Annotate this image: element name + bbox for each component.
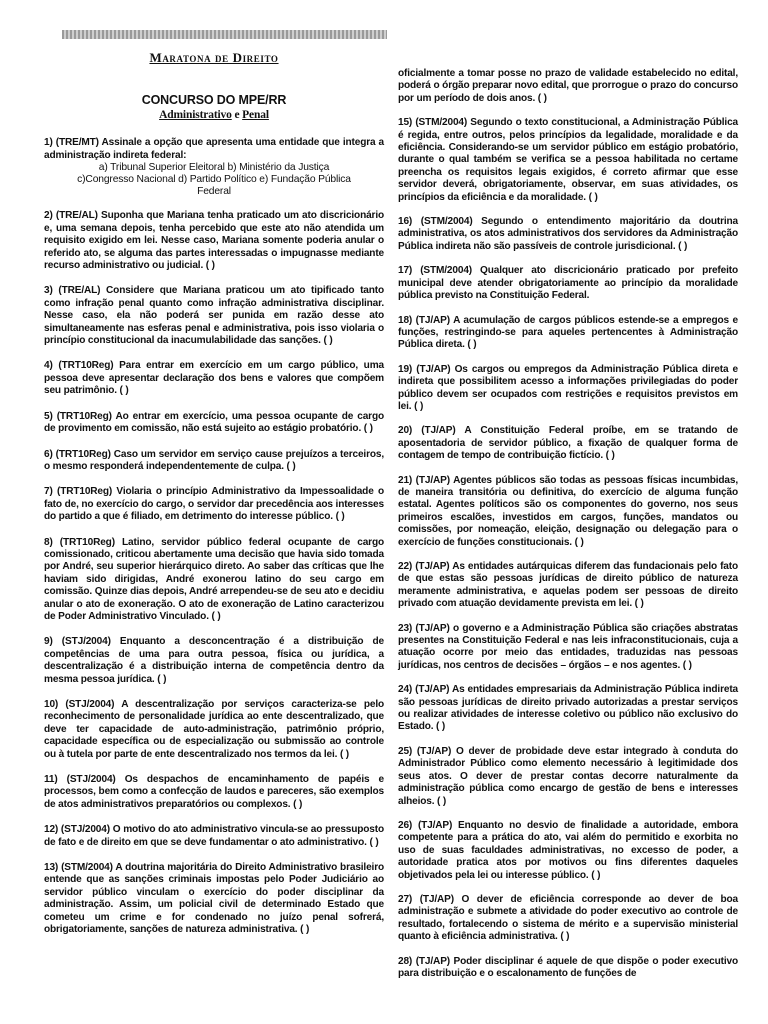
subject-penal: Penal [242,108,269,121]
question-text: 1) (TRE/MT) Assinale a opção que apresenta uma entidade que integra a administração indireta federal: [44,137,384,161]
right-column [398,68,738,992]
question-19: 19) (TJ/AP) Os cargos ou empregos da Administração Pública direta e indireta que possibilitem acesso a informações privilegiadas do poder público devem ser ocupados com restrições e requisitos previstos em lei. ( ) [398,363,738,412]
question-27: 27) (TJ/AP) O dever de eficiência corresponde ao dever de boa administração e submete a atividade do poder executivo ao controle de resultado, fortalecendo o sistema de mérito e a supervisão ministerial quanto à eficiência administrativa. ( ) [398,893,738,943]
exam-title: CONCURSO DO MPE/RR [141,93,287,108]
question-5: 5) (TRT10Reg) Ao entrar em exercício, uma pessoa ocupante de cargo de provimento em comissão, não está sujeito ao estágio probatório. ( ) [44,410,384,435]
answer-options [44,162,384,197]
option-line: Federal [197,185,231,197]
subject-administrativo: Administrativo [159,108,232,121]
question-22: 22) (TJ/AP) As entidades autárquicas diferem das fundacionais pelo fato de que estas são pessoas jurídicas de direito público de natureza meramente administrativa, e aquelas podem ser pessoas de direito privado com atuação devidamente prevista em lei. ( ) [398,561,738,610]
question-3: 3) (TRE/AL) Considere que Mariana praticou um ato tipificado tanto como infração penal quanto como infração administrativa disciplinar. Nesse caso, ela não poderá ser punida em razão desse ato simultaneamente nas esferas penal e administrativa, pois isso violaria o princípio constitucional da inacumulabilidade das sanções. ( ) [44,285,384,347]
question-20: 20) (TJ/AP) A Constituição Federal proíbe, em se tratando de aposentadoria de servidor público, a fixação de qualquer forma de contagem de tempo de contribuição fictício. ( ) [398,425,738,462]
question-1 [44,137,384,197]
question-26: 26) (TJ/AP) Enquanto no desvio de finalidade a autoridade, embora competente para a prática do ato, vai além do permitido e exorbita no uso de suas faculdades administrativas, no excesso de poder, a autoridade pratica atos por motivos ou fins diferentes daqueles objetivados pela lei ou interesse público. ( ) [398,819,738,881]
question-16: 16) (STM/2004) Segundo o entendimento majoritário da doutrina administrativa, os atos administrativos dos servidores da Administração Pública indireta não são passíveis de controle jurisdicional. ( ) [398,216,738,252]
question-23: 23) (TJ/AP) o governo e a Administração Pública são criações abstratas presentes na Constituição Federal e nas leis infraconstitucionais, cuja a atuação ocorre por meio das entidades, traduzidas nas pessoas jurídicas, nos centros de decisões – órgãos – e nos agentes. ( ) [398,622,738,671]
document-title: Maratona de Direito [149,50,279,65]
question-21: 21) (TJ/AP) Agentes públicos são todas as pessoas físicas incumbidas, de maneira transitória ou definitiva, do exercício de alguma função estatal. Agentes políticos são os componentes do governo, nos seus primeiros escalões, investidos em cargos, funções, mandatos ou comissões, por nomeação, eleição, designação ou delegação para o exercício de funções constitucionais. ( ) [398,474,738,548]
subject-separator: e [231,108,243,121]
question-12: 12) (STJ/2004) O motivo do ato administrativo vincula-se ao pressuposto de fato e de direito em que se deve fundamentar o ato administrativo. ( ) [44,824,384,848]
question-2: 2) (TRE/AL) Suponha que Mariana tenha praticado um ato discricionário e, uma semana depois, tenha percebido que este ato não atendida um requisito exigido em lei. Nesse caso, Mariana somente poderia anular o referido ato, se alguma das partes interessadas o impugnasse mediante recurso administrativo ou judicial. ( ) [44,210,384,272]
question-8: 8) (TRT10Reg) Latino, servidor público federal ocupante de cargo comissionado, criticou abertamente uma decisão que havia sido tomada por André, seu superior hierárquico direto. Ao saber das críticas que lhe haviam sido dirigidas, André exonerou latino do seu cargo em comissão. Quinze dias depois, André arrependeu-se de seu ato e decidiu anular o ato de exoneração. O ato de exoneração de Latino caracterizou de Poder Administrativo Vinculado. ( ) [44,536,384,622]
question-14-continued: oficialmente a tomar posse no prazo de validade estabelecido no edital, poderá o órgão preparar novo edital, que prorrogue o prazo do concurso por um período de dois anos. ( ) [398,68,738,104]
question-6: 6) (TRT10Reg) Caso um servidor em serviço cause prejuízos a terceiros, o mesmo responderá independentemente de culpa. ( ) [44,448,384,472]
question-28-partial: 28) (TJ/AP) Poder disciplinar é aquele de que dispõe o poder executivo para distribuição e o escalonamento de funções de [398,955,738,979]
question-9: 9) (STJ/2004) Enquanto a desconcentração é a distribuição de competências de uma para outra pessoa, física ou jurídica, a descentralização é a distribuição interna de competência dentro da mesma pessoa jurídica. ( ) [44,636,384,685]
question-24: 24) (TJ/AP) As entidades empresariais da Administração Pública indireta são pessoas jurídicas de direito privado autorizadas a prestar serviços ou realizar atividades de interesse coletivo ou público não exclusivo do Estado. ( ) [398,684,738,733]
question-25: 25) (TJ/AP) O dever de probidade deve estar integrado à conduta do Administrador Público como elemento necessário à legitimidade dos seus atos. O dever de prestar contas decorre naturalmente da administração pública como encargo de gestão de bens e interesses alheios. ( ) [398,745,738,807]
question-13: 13) (STM/2004) A doutrina majoritária do Direito Administrativo brasileiro entende que as sanções criminais impostas pelo Poder Judiciário ao servidor público vinculam o exercício do poder disciplinar da administração. Assim, um policial civil de determinado Estado que cometeu um crime e for condenado no juízo penal sofrerá, obrigatoriamente, sanções de natureza administrativa. ( ) [44,862,384,936]
question-17: 17) (STM/2004) Qualquer ato discricionário praticado por prefeito municipal deve atender obrigatoriamente ao princípio da moralidade pública previsto na Constituição Federal. [398,265,738,302]
question-15: 15) (STM/2004) Segundo o texto constitucional, a Administração Pública é regida, entre outros, pelos princípios da legalidade, moralidade e da eficiência. Considerando-se um servidor público em estágio probatório, durante o qual também se verifica se a pessoa habilitada no certame preencha os requisitos legais exigidos, é correto afirmar que esse servidor deverá, obrigatoriamente, observar, em suas atividades, os princípios da eficiência e da moralidade. ( ) [398,117,738,203]
subject-line [44,109,384,121]
question-11: 11) (STJ/2004) Os despachos de encaminhamento de papéis e processos, bem como a confecção de laudos e pareceres, são exemplos de atos administrativos preparatórios ou complexos. ( ) [44,774,384,810]
question-4: 4) (TRT10Reg) Para entrar em exercício em um cargo público, uma pessoa deve apresentar declaração dos bens e valores que compõem seu patrimônio. ( ) [44,360,384,397]
left-column [44,52,384,950]
option-line: a) Tribunal Superior Eleitoral b) Ministério da Justiça [98,162,330,174]
question-18: 18) (TJ/AP) A acumulação de cargos públicos estende-se a empregos e funções, restringindo-se para aqueles pertencentes à Administração Pública direta. ( ) [398,314,738,351]
header-decorative-bar [62,30,387,39]
option-line: c)Congresso Nacional d) Partido Político e) Fundação Pública [77,173,351,185]
question-7: 7) (TRT10Reg) Violaria o princípio Administrativo da Impessoalidade o fato de, no exercício do cargo, o servidor dar precedência aos interesses do partido a que é filiado, em detrimento do interesse público. ( ) [44,486,384,523]
question-10: 10) (STJ/2004) A descentralização por serviços caracteriza-se pelo reconhecimento de personalidade jurídica ao ente descentralizado, que deve ter capacidade de auto-administração, patrimônio próprio, capacidade específica ou de especialização ou submissão ao controle ou à tutela por parte de ente descentralizado nos termos da lei. ( ) [44,699,384,760]
